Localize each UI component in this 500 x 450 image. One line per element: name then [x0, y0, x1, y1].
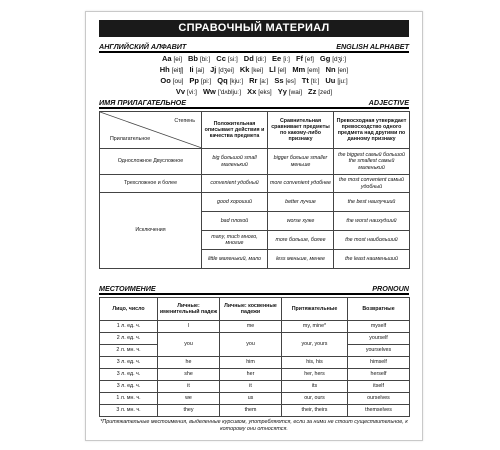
alphabet-letter	[203, 87, 241, 98]
alphabet-row	[99, 54, 409, 65]
letter-glyph: Vv	[175, 87, 186, 96]
adjective-heading-ru: ИМЯ ПРИЛАГАТЕЛЬНОЕ	[99, 98, 187, 107]
alphabet-letter	[272, 54, 290, 65]
letter-glyph: Aa	[161, 54, 172, 63]
alphabet-row	[99, 76, 409, 87]
letter-glyph: Ee	[272, 54, 282, 63]
letter-glyph: Rr	[249, 76, 258, 85]
cell-positive: big большой small маленький	[202, 149, 268, 175]
nominative-cell: she	[158, 369, 220, 381]
letter-glyph: Oo	[160, 76, 171, 85]
reflexive-cell: yourselves	[348, 345, 410, 357]
cell-positive: little маленький, мало	[202, 250, 268, 269]
letter-transcription: [dʒei]	[218, 67, 234, 74]
alphabet-letter	[247, 87, 272, 98]
pronoun-row	[100, 369, 410, 381]
letter-glyph: Bb	[188, 54, 199, 63]
alphabet-letter	[210, 65, 234, 76]
alphabet-letter	[240, 65, 263, 76]
nominative-cell: I	[158, 321, 220, 333]
adjective-header-row	[100, 112, 410, 149]
letter-transcription: [ei]	[173, 56, 183, 63]
cell-comparative: more convenient удобнее	[268, 175, 334, 193]
cell-comparative: bigger больше smaller меньше	[268, 149, 334, 175]
reflexive-cell: itself	[348, 381, 410, 393]
cell-positive: good хороший	[202, 193, 268, 212]
letter-glyph: Ii	[189, 65, 194, 74]
alphabet-letter	[189, 76, 211, 87]
letter-transcription: [ti:]	[310, 78, 320, 85]
alphabet-letter	[189, 65, 204, 76]
letter-transcription: [zed]	[318, 89, 333, 96]
letter-transcription: [pi:]	[200, 78, 212, 85]
possessive-cell: her, hers	[282, 369, 348, 381]
exception-row	[100, 193, 410, 212]
col-reflexive: Возвратные	[348, 298, 410, 321]
pronoun-row	[100, 321, 410, 333]
letter-transcription: [dʒi:]	[332, 56, 347, 63]
alphabet-letter	[326, 65, 349, 76]
cell-positive: bad плохой	[202, 212, 268, 231]
person-cell: 1 л. мн. ч.	[100, 393, 158, 405]
footnote: *Притяжательные местоимения, выделенные курсивом, употребляются, если за ними не стоит существительное, к которому они относятся.	[100, 419, 408, 432]
alphabet-letter	[320, 54, 346, 65]
adjective-row-short	[100, 149, 410, 175]
nominative-cell: you	[158, 333, 220, 357]
person-cell: 3 л. ед. ч.	[100, 381, 158, 393]
letter-glyph: Cc	[216, 54, 226, 63]
letter-transcription: [eks]	[258, 89, 272, 96]
letter-transcription: [si:]	[227, 56, 238, 63]
cell-superlative: the most наибольший	[334, 231, 410, 250]
alphabet-letter	[216, 54, 238, 65]
corner-adjective-label: Прилагательное	[110, 135, 151, 142]
letter-glyph: Gg	[319, 54, 331, 63]
objective-cell: me	[220, 321, 282, 333]
cell-superlative: the biggest самый большой the smallest самый маленький	[334, 149, 410, 175]
letter-glyph: Ww	[202, 87, 216, 96]
alphabet-heading-ru: АНГЛИЙСКИЙ АЛФАВИТ	[99, 42, 187, 51]
letter-transcription: [es]	[285, 78, 296, 85]
nominative-cell: we	[158, 393, 220, 405]
letter-glyph: Ll	[269, 65, 276, 74]
pronoun-row	[100, 333, 410, 345]
reference-sheet	[85, 11, 423, 441]
alphabet-letter	[249, 76, 268, 87]
letter-transcription: [el]	[277, 67, 287, 74]
pronoun-row	[100, 381, 410, 393]
cell-comparative: better лучше	[268, 193, 334, 212]
reflexive-cell: herself	[348, 369, 410, 381]
possessive-cell: my, mine*	[282, 321, 348, 333]
letter-glyph: Tt	[301, 76, 309, 85]
letter-glyph: Ss	[274, 76, 284, 85]
reflexive-cell: myself	[348, 321, 410, 333]
letter-transcription: [vi:]	[186, 89, 197, 96]
letter-glyph: Dd	[243, 54, 254, 63]
row-label: Односложное Двусложное	[100, 149, 202, 175]
pronoun-rule	[99, 293, 409, 295]
alphabet-row	[99, 87, 409, 98]
person-cell: 3 л. ед. ч.	[100, 369, 158, 381]
alphabet-rule	[99, 51, 409, 53]
letter-transcription: [ef]	[304, 56, 314, 63]
alphabet-letter	[217, 76, 243, 87]
alphabet-letter	[244, 54, 266, 65]
letter-transcription: [kju:]	[229, 78, 244, 85]
pronoun-heading-en: PRONOUN	[372, 284, 409, 293]
alphabet-letter	[308, 87, 332, 98]
letter-transcription: [en]	[337, 67, 349, 74]
alphabet-letter	[160, 76, 183, 87]
corner-degree-label: Степень	[174, 118, 195, 124]
letter-glyph: Jj	[210, 65, 217, 74]
possessive-cell: their, theirs	[282, 405, 348, 417]
row-label: Трехсложное и более	[100, 175, 202, 193]
person-cell: 2 л. мн. ч.	[100, 345, 158, 357]
pronoun-table	[99, 297, 410, 417]
letter-transcription: [di:]	[255, 56, 267, 63]
alphabet-letter	[162, 54, 182, 65]
reflexive-cell: himself	[348, 357, 410, 369]
adjective-row-long	[100, 175, 410, 193]
letter-glyph: Zz	[307, 87, 317, 96]
cell-comparative: worse хуже	[268, 212, 334, 231]
objective-cell: us	[220, 393, 282, 405]
col-superlative: Превосходная утверждает превосходство одного предмета над другими по данному признаку	[334, 112, 410, 149]
alphabet-letter	[296, 54, 314, 65]
col-objective: Личные: косвенные падежи	[220, 298, 282, 321]
alphabet-letter	[269, 65, 286, 76]
alphabet-letter	[188, 54, 210, 65]
letter-transcription: [eitʃ]	[171, 67, 184, 74]
page-title: СПРАВОЧНЫЙ МАТЕРИАЛ	[99, 20, 409, 37]
alphabet-letter	[160, 65, 184, 76]
col-nominative: Личные: именительный падеж	[158, 298, 220, 321]
possessive-cell: your, yours	[282, 333, 348, 357]
letter-glyph: Pp	[189, 76, 199, 85]
cell-comparative: more больше, более	[268, 231, 334, 250]
col-person: Лицо, число	[100, 298, 158, 321]
objective-cell: you	[220, 333, 282, 357]
alphabet-letter	[302, 76, 320, 87]
letter-glyph: Mm	[292, 65, 306, 74]
letter-glyph: Ff	[295, 54, 304, 63]
letter-glyph: Hh	[159, 65, 170, 74]
objective-cell: it	[220, 381, 282, 393]
letter-transcription: [ai]	[195, 67, 205, 74]
alphabet-heading-en: ENGLISH ALPHABET	[336, 42, 409, 51]
reflexive-cell: themselves	[348, 405, 410, 417]
letter-transcription: [kei]	[251, 67, 264, 74]
reflexive-cell: ourselves	[348, 393, 410, 405]
objective-cell: her	[220, 369, 282, 381]
col-comparative: Сравнительная сравнивает предметы по какому-либо признаку	[268, 112, 334, 149]
cell-positive: convenient удобный	[202, 175, 268, 193]
letter-glyph: Yy	[277, 87, 287, 96]
col-possessive: Притяжательные	[282, 298, 348, 321]
person-cell: 3 л. мн. ч.	[100, 405, 158, 417]
cell-superlative: the best наилучший	[334, 193, 410, 212]
possessive-cell: our, ours	[282, 393, 348, 405]
nominative-cell: he	[158, 357, 220, 369]
letter-transcription: [ou]	[172, 78, 184, 85]
cell-superlative: the least наименьший	[334, 250, 410, 269]
letter-glyph: Xx	[247, 87, 257, 96]
letter-transcription: [bi:]	[199, 56, 211, 63]
cell-superlative: the most convenient самый удобный	[334, 175, 410, 193]
letter-transcription: [ju:]	[337, 78, 348, 85]
letter-glyph: Kk	[239, 65, 250, 74]
nominative-cell: they	[158, 405, 220, 417]
alphabet-row	[99, 65, 409, 76]
col-positive: Положительная описывает действия и качества предмета	[202, 112, 268, 149]
pronoun-row	[100, 405, 410, 417]
letter-transcription: [i:]	[283, 56, 290, 63]
adjective-table	[99, 111, 410, 269]
letter-transcription: [wai]	[288, 89, 302, 96]
nominative-cell: it	[158, 381, 220, 393]
possessive-cell: his, his	[282, 357, 348, 369]
cell-positive: many, much много, многие	[202, 231, 268, 250]
exceptions-label: Исключения	[100, 193, 202, 269]
objective-cell: him	[220, 357, 282, 369]
alphabet-letter	[325, 76, 347, 87]
letter-transcription: [a:]	[259, 78, 269, 85]
pronoun-row	[100, 357, 410, 369]
person-cell: 3 л. ед. ч.	[100, 357, 158, 369]
alphabet-letter	[274, 76, 295, 87]
alphabet-letter	[292, 65, 319, 76]
reflexive-cell: yourself	[348, 333, 410, 345]
letter-glyph: Qq	[217, 76, 228, 85]
cell-superlative: the worst наихудший	[334, 212, 410, 231]
person-cell: 1 л. ед. ч.	[100, 321, 158, 333]
adjective-rule	[99, 107, 409, 109]
possessive-cell: its	[282, 381, 348, 393]
alphabet-letter	[176, 87, 197, 98]
adjective-heading-en: ADJECTIVE	[368, 98, 409, 107]
letter-glyph: Nn	[325, 65, 336, 74]
alphabet-grid	[99, 54, 409, 98]
person-cell: 2 л. ед. ч.	[100, 333, 158, 345]
objective-cell: them	[220, 405, 282, 417]
pronoun-row	[100, 393, 410, 405]
pronoun-header-row	[100, 298, 410, 321]
cell-comparative: less меньше, менее	[268, 250, 334, 269]
pronoun-heading-ru: МЕСТОИМЕНИЕ	[99, 284, 156, 293]
alphabet-letter	[278, 87, 302, 98]
letter-transcription: [em]	[307, 67, 320, 74]
adjective-corner-cell	[100, 112, 202, 149]
letter-glyph: Uu	[325, 76, 336, 85]
letter-transcription: ['dʌbljuː]	[217, 89, 242, 96]
